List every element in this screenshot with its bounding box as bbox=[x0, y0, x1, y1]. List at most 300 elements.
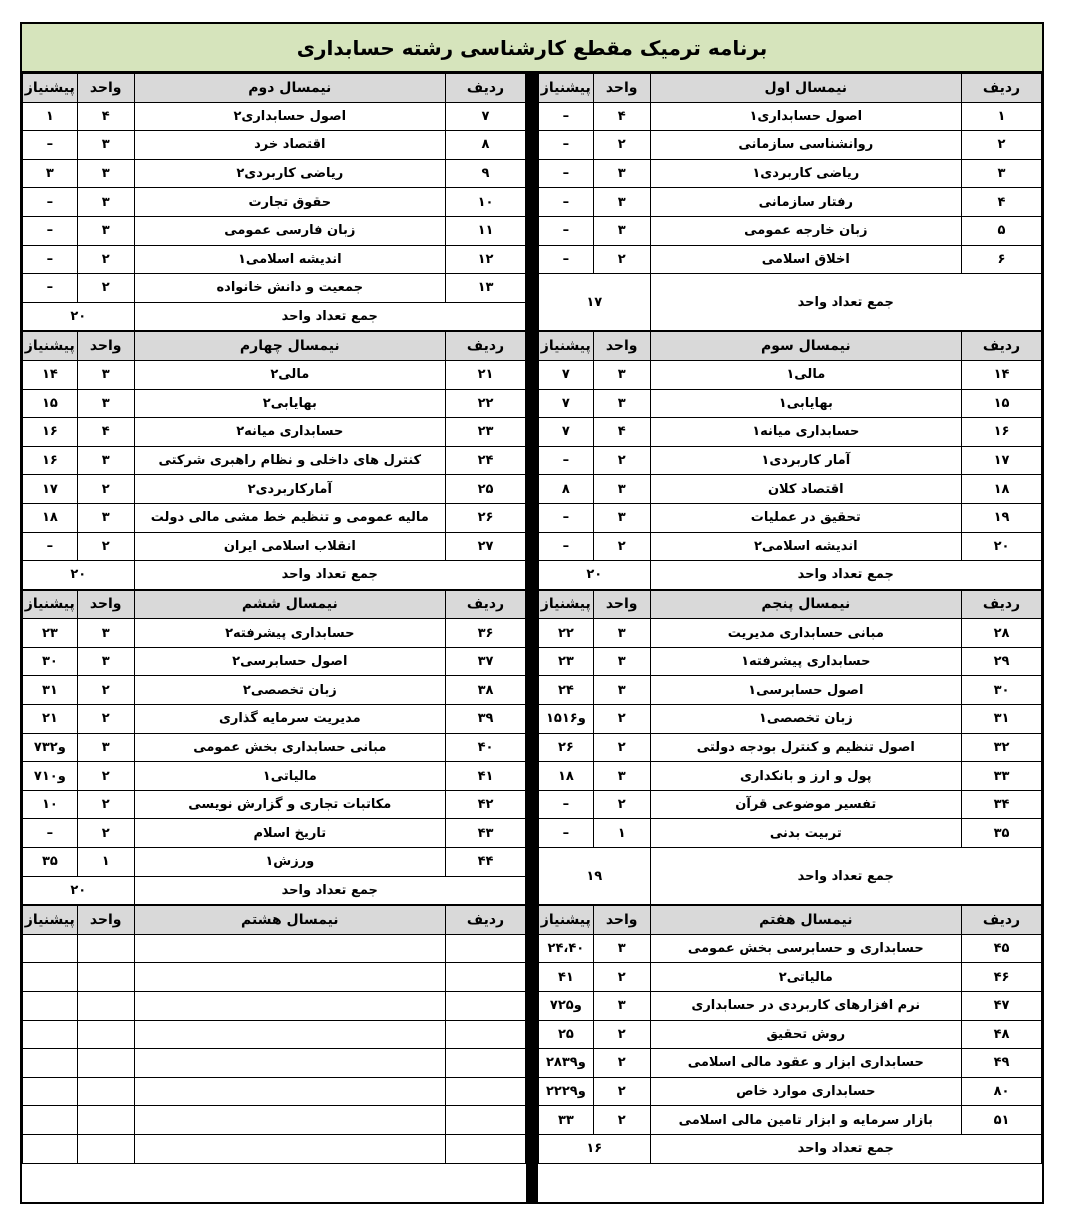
course-units: ۳ bbox=[77, 446, 134, 475]
total-label: جمع تعداد واحد bbox=[650, 1134, 1041, 1163]
course-title: حقوق تجارت bbox=[134, 188, 445, 217]
row-number: ۴۶ bbox=[962, 963, 1042, 992]
course-units: ۳ bbox=[77, 619, 134, 648]
course-units: ۴ bbox=[593, 418, 650, 447]
course-units: ۲ bbox=[593, 1106, 650, 1135]
table-row bbox=[539, 159, 1042, 188]
empty-cell bbox=[134, 1077, 445, 1106]
course-title: مبانی حسابداری بخش عمومی bbox=[134, 733, 445, 762]
total-label: جمع تعداد واحد bbox=[134, 302, 525, 331]
row-number: ۴۴ bbox=[446, 848, 526, 877]
row-number: ۳۶ bbox=[446, 619, 526, 648]
row-number: ۳۳ bbox=[962, 762, 1042, 791]
course-units: ۳ bbox=[593, 619, 650, 648]
empty-cell bbox=[77, 1020, 134, 1049]
course-title: زبان تخصصی۱ bbox=[650, 705, 961, 734]
empty-cell bbox=[77, 992, 134, 1021]
pishniaz-header: پیشنیاز bbox=[23, 332, 78, 361]
table-row bbox=[539, 733, 1042, 762]
row-number: ۵۱ bbox=[962, 1106, 1042, 1135]
table-row bbox=[539, 647, 1042, 676]
table-row bbox=[23, 389, 526, 418]
course-units: ۳ bbox=[77, 647, 134, 676]
radif-header: ردیف bbox=[962, 906, 1042, 935]
course-units: ۲ bbox=[77, 475, 134, 504]
course-prerequisite: – bbox=[23, 274, 78, 303]
total-units: ۲۰ bbox=[23, 302, 135, 331]
course-title: اصول حسابرسی۲ bbox=[134, 647, 445, 676]
term-table bbox=[22, 905, 526, 1163]
table-row bbox=[23, 274, 526, 303]
course-prerequisite: ۱۵ bbox=[23, 389, 78, 418]
course-units: ۳ bbox=[593, 762, 650, 791]
total-units: ۲۰ bbox=[23, 561, 135, 590]
course-prerequisite: ۱۷ bbox=[23, 475, 78, 504]
course-title: اصول حسابرسی۱ bbox=[650, 676, 961, 705]
course-units: ۲ bbox=[593, 532, 650, 561]
term-name: نیمسال چهارم bbox=[134, 332, 445, 361]
row-number: ۲۱ bbox=[446, 360, 526, 389]
pishniaz-header: پیشنیاز bbox=[539, 74, 594, 103]
course-prerequisite: ۳۳ bbox=[539, 1106, 594, 1135]
table-row bbox=[539, 705, 1042, 734]
course-prerequisite: ۱۴ bbox=[23, 360, 78, 389]
course-units: ۳ bbox=[593, 676, 650, 705]
table-row bbox=[23, 676, 526, 705]
row-number: ۳۴ bbox=[962, 790, 1042, 819]
course-prerequisite: ۷ bbox=[539, 389, 594, 418]
course-title: بهایابی۱ bbox=[650, 389, 961, 418]
course-prerequisite: ۱۵و۱۶ bbox=[539, 705, 594, 734]
table-row bbox=[23, 1077, 526, 1106]
course-units: ۳ bbox=[77, 131, 134, 160]
total-label: جمع تعداد واحد bbox=[134, 561, 525, 590]
term-name: نیمسال پنجم bbox=[650, 590, 961, 619]
term-table bbox=[22, 590, 526, 906]
course-prerequisite: – bbox=[23, 131, 78, 160]
course-prerequisite: – bbox=[539, 503, 594, 532]
vahed-header: واحد bbox=[77, 332, 134, 361]
radif-header: ردیف bbox=[446, 332, 526, 361]
vahed-header: واحد bbox=[77, 906, 134, 935]
course-prerequisite: – bbox=[539, 819, 594, 848]
course-units: ۳ bbox=[593, 389, 650, 418]
vahed-header: واحد bbox=[77, 590, 134, 619]
course-title: مالیاتی۲ bbox=[650, 963, 961, 992]
row-number: ۵ bbox=[962, 216, 1042, 245]
total-units: ۲۰ bbox=[539, 561, 651, 590]
terms-grid bbox=[22, 73, 1042, 1204]
course-title: تحقیق در عملیات bbox=[650, 503, 961, 532]
course-title: اندیشه اسلامی۲ bbox=[650, 532, 961, 561]
total-row bbox=[23, 876, 526, 905]
row-number: ۲۰ bbox=[962, 532, 1042, 561]
row-number: ۴۱ bbox=[446, 762, 526, 791]
row-number: ۳۸ bbox=[446, 676, 526, 705]
course-title: ورزش۱ bbox=[134, 848, 445, 877]
course-units: ۲ bbox=[593, 733, 650, 762]
table-row bbox=[23, 733, 526, 762]
course-units: ۲ bbox=[77, 790, 134, 819]
table-row bbox=[23, 790, 526, 819]
course-title: تفسیر موضوعی قرآن bbox=[650, 790, 961, 819]
course-prerequisite: ۸ bbox=[539, 475, 594, 504]
course-units: ۳ bbox=[593, 503, 650, 532]
odd-terms-column bbox=[538, 73, 1042, 1204]
empty-cell bbox=[77, 934, 134, 963]
course-title: تربیت بدنی bbox=[650, 819, 961, 848]
course-prerequisite: – bbox=[539, 245, 594, 274]
total-label: جمع تعداد واحد bbox=[650, 561, 1041, 590]
table-row bbox=[539, 963, 1042, 992]
course-prerequisite: – bbox=[539, 159, 594, 188]
table-row bbox=[539, 676, 1042, 705]
course-units: ۳ bbox=[593, 992, 650, 1021]
course-title: اصول حسابداری۲ bbox=[134, 102, 445, 131]
course-prerequisite: ۲۴ bbox=[539, 676, 594, 705]
pishniaz-header: پیشنیاز bbox=[23, 74, 78, 103]
course-title: روش تحقیق bbox=[650, 1020, 961, 1049]
course-prerequisite: ۱۰ bbox=[23, 790, 78, 819]
vahed-header: واحد bbox=[593, 590, 650, 619]
course-prerequisite: ۲۵ bbox=[539, 1020, 594, 1049]
row-number: ۱۲ bbox=[446, 245, 526, 274]
row-number: ۲۳ bbox=[446, 418, 526, 447]
course-title: زبان فارسی عمومی bbox=[134, 216, 445, 245]
course-units: ۴ bbox=[77, 418, 134, 447]
course-prerequisite: ۲۶ bbox=[539, 733, 594, 762]
empty-cell bbox=[446, 1134, 526, 1163]
row-number: ۲۶ bbox=[446, 503, 526, 532]
table-row bbox=[539, 762, 1042, 791]
table-row bbox=[23, 963, 526, 992]
pishniaz-header: پیشنیاز bbox=[539, 332, 594, 361]
vahed-header: واحد bbox=[593, 74, 650, 103]
empty-cell bbox=[77, 1049, 134, 1078]
row-number: ۹ bbox=[446, 159, 526, 188]
course-title: مالیاتی۱ bbox=[134, 762, 445, 791]
row-number: ۱۴ bbox=[962, 360, 1042, 389]
course-title: حسابداری ابزار و عقود مالی اسلامی bbox=[650, 1049, 961, 1078]
table-row bbox=[23, 647, 526, 676]
vahed-header: واحد bbox=[593, 332, 650, 361]
table-row bbox=[23, 188, 526, 217]
course-units: ۳ bbox=[77, 216, 134, 245]
course-title: حسابداری پیشرفته۲ bbox=[134, 619, 445, 648]
course-title: پول و ارز و بانکداری bbox=[650, 762, 961, 791]
course-units: ۲ bbox=[593, 446, 650, 475]
table-row bbox=[539, 819, 1042, 848]
course-units: ۴ bbox=[593, 102, 650, 131]
empty-cell bbox=[134, 1049, 445, 1078]
course-prerequisite: ۲۲ bbox=[539, 619, 594, 648]
table-row bbox=[23, 1134, 526, 1163]
course-prerequisite: ۷و۲۵ bbox=[539, 992, 594, 1021]
empty-cell bbox=[77, 1134, 134, 1163]
course-title: نرم افزارهای کاربردی در حسابداری bbox=[650, 992, 961, 1021]
course-title: حسابداری موارد خاص bbox=[650, 1077, 961, 1106]
table-row bbox=[539, 790, 1042, 819]
empty-cell bbox=[23, 1049, 78, 1078]
course-units: ۲ bbox=[77, 274, 134, 303]
course-prerequisite: ۳۰ bbox=[23, 647, 78, 676]
course-units: ۱ bbox=[593, 819, 650, 848]
course-prerequisite: – bbox=[539, 188, 594, 217]
course-title: رفتار سازمانی bbox=[650, 188, 961, 217]
row-number: ۲۲ bbox=[446, 389, 526, 418]
radif-header: ردیف bbox=[962, 332, 1042, 361]
course-prerequisite: ۲۱ bbox=[23, 705, 78, 734]
table-row bbox=[539, 934, 1042, 963]
course-prerequisite: – bbox=[539, 102, 594, 131]
course-prerequisite: ۱۶ bbox=[23, 446, 78, 475]
course-units: ۲ bbox=[593, 963, 650, 992]
term-name: نیمسال سوم bbox=[650, 332, 961, 361]
row-number: ۱۷ bbox=[962, 446, 1042, 475]
row-number: ۸ bbox=[446, 131, 526, 160]
row-number: ۴۹ bbox=[962, 1049, 1042, 1078]
course-title: جمعیت و دانش خانواده bbox=[134, 274, 445, 303]
page-title: برنامه ترمیک مقطع کارشناسی رشته حسابداری bbox=[22, 24, 1042, 73]
empty-cell bbox=[446, 1020, 526, 1049]
radif-header: ردیف bbox=[962, 590, 1042, 619]
table-row bbox=[539, 360, 1042, 389]
row-number: ۲۸ bbox=[962, 619, 1042, 648]
course-prerequisite: ۱ bbox=[23, 102, 78, 131]
course-title: انقلاب اسلامی ایران bbox=[134, 532, 445, 561]
course-units: ۳ bbox=[593, 188, 650, 217]
table-row bbox=[23, 532, 526, 561]
row-number: ۱۶ bbox=[962, 418, 1042, 447]
total-units: ۱۷ bbox=[539, 274, 651, 331]
term-name: نیمسال هفتم bbox=[650, 906, 961, 935]
course-prerequisite: – bbox=[539, 131, 594, 160]
course-prerequisite: ۷ bbox=[539, 418, 594, 447]
course-title: روانشناسی سازمانی bbox=[650, 131, 961, 160]
course-units: ۳ bbox=[593, 475, 650, 504]
course-prerequisite: – bbox=[23, 216, 78, 245]
pishniaz-header: پیشنیاز bbox=[23, 590, 78, 619]
course-prerequisite: – bbox=[23, 188, 78, 217]
term-name: نیمسال ششم bbox=[134, 590, 445, 619]
empty-cell bbox=[134, 1106, 445, 1135]
course-prerequisite: ۳۱ bbox=[23, 676, 78, 705]
term-name: نیمسال اول bbox=[650, 74, 961, 103]
row-number: ۴۳ bbox=[446, 819, 526, 848]
course-title: حسابداری پیشرفته۱ bbox=[650, 647, 961, 676]
course-title: حسابداری میانه۲ bbox=[134, 418, 445, 447]
table-row bbox=[23, 619, 526, 648]
table-row bbox=[23, 475, 526, 504]
term-header-row bbox=[539, 906, 1042, 935]
course-title: کنترل های داخلی و نظام راهبری شرکتی bbox=[134, 446, 445, 475]
table-row bbox=[23, 216, 526, 245]
term-header-row bbox=[23, 590, 526, 619]
course-title: حسابداری و حسابرسی بخش عمومی bbox=[650, 934, 961, 963]
pishniaz-header: پیشنیاز bbox=[539, 590, 594, 619]
course-prerequisite: ۲۳ bbox=[539, 647, 594, 676]
course-units: ۲ bbox=[593, 1049, 650, 1078]
row-number: ۴۵ bbox=[962, 934, 1042, 963]
table-row bbox=[539, 1020, 1042, 1049]
row-number: ۴۸ bbox=[962, 1020, 1042, 1049]
table-row bbox=[23, 102, 526, 131]
table-row bbox=[23, 848, 526, 877]
empty-cell bbox=[446, 992, 526, 1021]
radif-header: ردیف bbox=[962, 74, 1042, 103]
row-number: ۴۷ bbox=[962, 992, 1042, 1021]
radif-header: ردیف bbox=[446, 74, 526, 103]
course-prerequisite: – bbox=[539, 216, 594, 245]
row-number: ۷ bbox=[446, 102, 526, 131]
even-terms-column bbox=[22, 73, 526, 1204]
table-row bbox=[23, 762, 526, 791]
row-number: ۲ bbox=[962, 131, 1042, 160]
course-units: ۲ bbox=[593, 790, 650, 819]
table-row bbox=[23, 159, 526, 188]
table-row bbox=[23, 446, 526, 475]
row-number: ۱۵ bbox=[962, 389, 1042, 418]
table-row bbox=[23, 1049, 526, 1078]
empty-cell bbox=[134, 992, 445, 1021]
empty-cell bbox=[134, 1020, 445, 1049]
course-title: مالی۱ bbox=[650, 360, 961, 389]
term-header-row bbox=[539, 74, 1042, 103]
course-prerequisite: ۷و۳۲ bbox=[23, 733, 78, 762]
course-units: ۳ bbox=[593, 159, 650, 188]
total-row bbox=[539, 561, 1042, 590]
table-row bbox=[539, 503, 1042, 532]
pishniaz-header: پیشنیاز bbox=[23, 906, 78, 935]
course-title: اصول حسابداری۱ bbox=[650, 102, 961, 131]
table-row bbox=[539, 245, 1042, 274]
course-title: اقتصاد خرد bbox=[134, 131, 445, 160]
column-divider bbox=[526, 73, 538, 1204]
course-prerequisite: ۱۸ bbox=[539, 762, 594, 791]
empty-cell bbox=[77, 963, 134, 992]
empty-cell bbox=[134, 1134, 445, 1163]
table-row bbox=[539, 216, 1042, 245]
row-number: ۱۱ bbox=[446, 216, 526, 245]
table-row bbox=[539, 131, 1042, 160]
row-number: ۲۹ bbox=[962, 647, 1042, 676]
course-title: اندیشه اسلامی۱ bbox=[134, 245, 445, 274]
course-units: ۲ bbox=[593, 245, 650, 274]
row-number: ۸۰ bbox=[962, 1077, 1042, 1106]
course-units: ۲ bbox=[593, 1020, 650, 1049]
curriculum-sheet bbox=[20, 22, 1044, 1204]
course-units: ۴ bbox=[77, 102, 134, 131]
term-name: نیمسال دوم bbox=[134, 74, 445, 103]
empty-cell bbox=[23, 992, 78, 1021]
total-units: ۲۰ bbox=[23, 876, 135, 905]
table-row bbox=[539, 1049, 1042, 1078]
course-units: ۲ bbox=[593, 131, 650, 160]
row-number: ۳۷ bbox=[446, 647, 526, 676]
course-units: ۲ bbox=[593, 1077, 650, 1106]
row-number: ۴۲ bbox=[446, 790, 526, 819]
empty-cell bbox=[23, 934, 78, 963]
empty-cell bbox=[446, 963, 526, 992]
course-units: ۳ bbox=[593, 360, 650, 389]
table-row bbox=[23, 360, 526, 389]
course-title: مدیریت سرمایه گذاری bbox=[134, 705, 445, 734]
row-number: ۳ bbox=[962, 159, 1042, 188]
empty-cell bbox=[134, 934, 445, 963]
course-units: ۲ bbox=[77, 819, 134, 848]
course-title: مکاتبات تجاری و گزارش نویسی bbox=[134, 790, 445, 819]
row-number: ۳۹ bbox=[446, 705, 526, 734]
empty-cell bbox=[23, 1077, 78, 1106]
table-row bbox=[539, 619, 1042, 648]
total-units: ۱۶ bbox=[539, 1134, 651, 1163]
term-table bbox=[538, 73, 1042, 331]
course-prerequisite: – bbox=[23, 819, 78, 848]
table-row bbox=[23, 1020, 526, 1049]
pishniaz-header: پیشنیاز bbox=[539, 906, 594, 935]
row-number: ۳۱ bbox=[962, 705, 1042, 734]
course-units: ۳ bbox=[77, 733, 134, 762]
course-units: ۲ bbox=[77, 762, 134, 791]
row-number: ۱ bbox=[962, 102, 1042, 131]
table-row bbox=[23, 992, 526, 1021]
course-title: بازار سرمایه و ابزار تامین مالی اسلامی bbox=[650, 1106, 961, 1135]
course-title: آمارکاربردی۲ bbox=[134, 475, 445, 504]
term-table bbox=[22, 331, 526, 589]
term-table bbox=[538, 590, 1042, 906]
empty-cell bbox=[23, 1134, 78, 1163]
radif-header: ردیف bbox=[446, 590, 526, 619]
total-row bbox=[23, 561, 526, 590]
course-units: ۳ bbox=[593, 934, 650, 963]
table-row bbox=[539, 102, 1042, 131]
vahed-header: واحد bbox=[77, 74, 134, 103]
row-number: ۳۰ bbox=[962, 676, 1042, 705]
course-units: ۳ bbox=[77, 360, 134, 389]
table-row bbox=[539, 1106, 1042, 1135]
term-header-row bbox=[23, 332, 526, 361]
row-number: ۱۰ bbox=[446, 188, 526, 217]
course-units: ۳ bbox=[77, 159, 134, 188]
course-prerequisite: ۳ bbox=[23, 159, 78, 188]
term-header-row bbox=[23, 906, 526, 935]
term-header-row bbox=[23, 74, 526, 103]
course-title: مبانی حسابداری مدیریت bbox=[650, 619, 961, 648]
course-title: تاریخ اسلام bbox=[134, 819, 445, 848]
empty-cell bbox=[23, 963, 78, 992]
total-row bbox=[539, 1134, 1042, 1163]
course-units: ۳ bbox=[77, 389, 134, 418]
course-title: مالیه عمومی و تنظیم خط مشی مالی دولت bbox=[134, 503, 445, 532]
row-number: ۴۰ bbox=[446, 733, 526, 762]
course-prerequisite: ۲۴،۴۰ bbox=[539, 934, 594, 963]
table-row bbox=[539, 475, 1042, 504]
course-units: ۲ bbox=[77, 532, 134, 561]
course-title: زبان خارجه عمومی bbox=[650, 216, 961, 245]
course-prerequisite: ۴۱ bbox=[539, 963, 594, 992]
course-prerequisite: ۲۸و۳۹ bbox=[539, 1049, 594, 1078]
empty-cell bbox=[23, 1020, 78, 1049]
table-row bbox=[539, 1077, 1042, 1106]
course-prerequisite: ۷ bbox=[539, 360, 594, 389]
empty-cell bbox=[446, 1077, 526, 1106]
empty-cell bbox=[446, 1106, 526, 1135]
table-row bbox=[23, 245, 526, 274]
table-row bbox=[539, 446, 1042, 475]
table-row bbox=[23, 705, 526, 734]
total-label: جمع تعداد واحد bbox=[650, 848, 1041, 905]
total-row bbox=[23, 302, 526, 331]
